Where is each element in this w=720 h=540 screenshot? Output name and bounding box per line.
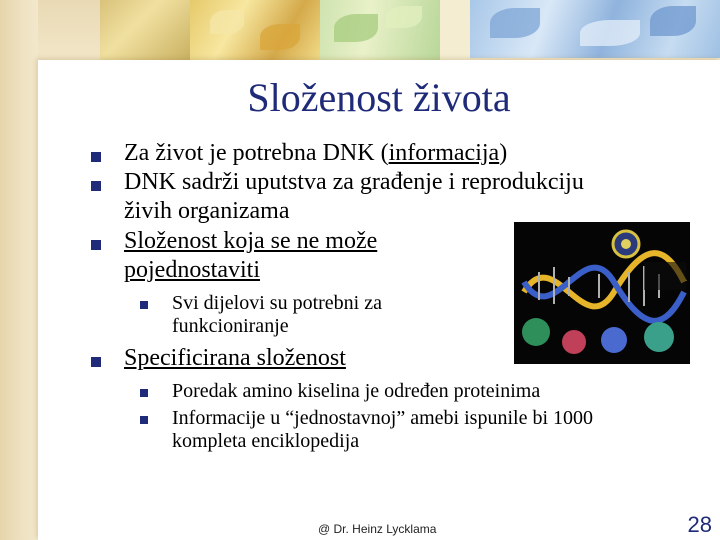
square-bullet-icon xyxy=(140,301,148,309)
informacija-link[interactable]: informacija xyxy=(388,140,500,166)
bullet-1: Za život je potrebna DNK (informacija) xyxy=(124,140,508,166)
banner-segment xyxy=(470,0,720,58)
banner-segment xyxy=(440,0,470,62)
subbullet-1: Svi dijelovi su potrebni za funkcioniranje xyxy=(172,292,382,337)
subbullet-2: Poredak amino kiselina je određen proteinima xyxy=(172,380,541,402)
banner-segment xyxy=(100,0,190,62)
square-bullet-icon xyxy=(140,416,148,424)
subbullet-3: Informacije u “jednostavnoj” amebi ispunile bi 1000 kompleta enciklopedija xyxy=(172,407,593,452)
bullet-2: DNK sadrži uputstva za građenje i reprodukciju živih organizama xyxy=(124,169,584,224)
banner-segment xyxy=(190,0,320,62)
square-bullet-icon xyxy=(140,389,148,397)
square-bullet-icon xyxy=(91,240,101,250)
square-bullet-icon xyxy=(91,181,101,191)
footer-author: @ Dr. Heinz Lycklama xyxy=(318,522,437,536)
square-bullet-icon xyxy=(91,152,101,162)
banner-segment xyxy=(320,0,440,62)
bullet-3: Složenost koja se ne može pojednostaviti xyxy=(124,228,378,283)
slide-title: Složenost života xyxy=(247,75,511,120)
square-bullet-icon xyxy=(91,357,101,367)
dna-illustration xyxy=(514,222,690,364)
frame-left xyxy=(0,0,38,540)
bullet-4: Specificirana složenost xyxy=(124,345,346,371)
page-number: 28 xyxy=(687,512,712,537)
